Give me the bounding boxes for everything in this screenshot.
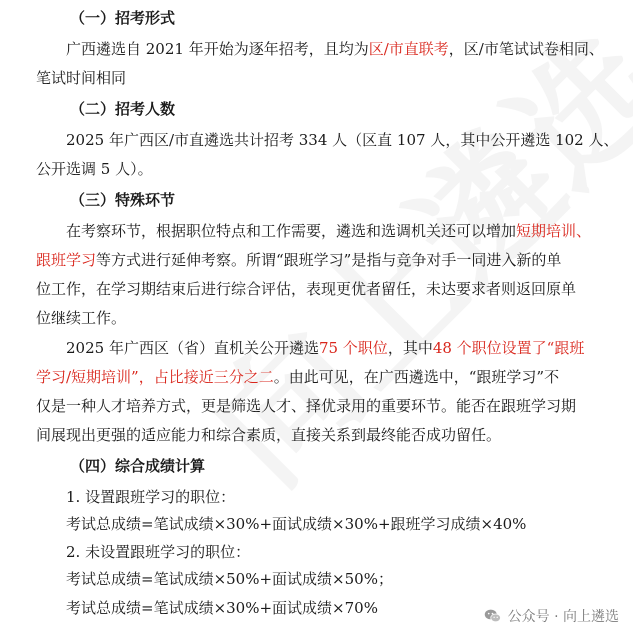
- formula-line: 考试总成绩=笔试成绩×30%+面试成绩×70%: [66, 599, 378, 617]
- section-heading: （二）招考人数: [70, 100, 176, 118]
- paragraph-line: 位继续工作。: [36, 309, 127, 327]
- section-heading: （一）招考形式: [70, 9, 176, 27]
- paragraph-line: 公开选调 5 人）。: [36, 160, 153, 178]
- paragraph-line: 在考察环节，根据职位特点和工作需要，遴选和选调机关还可以增加短期培训、: [66, 222, 592, 240]
- paragraph-line: 笔试时间相同: [36, 69, 127, 87]
- paragraph-line: 学习/短期培训”，占比接近三分之二。由此可见，在广西遴选中，“跟班学习”不: [36, 368, 560, 386]
- paragraph-line: 2025 年广西区（省）直机关公开遴选75 个职位，其中48 个职位设置了“跟班: [66, 339, 585, 357]
- section-heading: （四）综合成绩计算: [70, 457, 206, 475]
- paragraph-line: 位工作，在学习期结束后进行综合评估，表现更优者留任，未达要求者则返回原单: [36, 280, 577, 298]
- list-item: 1. 设置跟班学习的职位：: [66, 488, 236, 506]
- paragraph-line: 间展现出更强的适应能力和综合素质，直接关系到最终能否成功留任。: [36, 426, 502, 444]
- wechat-icon: [484, 607, 502, 625]
- section-heading: （三）特殊环节: [70, 191, 176, 209]
- formula-line: 考试总成绩=笔试成绩×30%+面试成绩×30%+跟班学习成绩×40%: [66, 515, 527, 533]
- paragraph-line: 跟班学习等方式进行延伸考察。所谓“跟班学习”是指与竞争对手一同进入新的单: [36, 251, 562, 269]
- formula-line: 考试总成绩=笔试成绩×50%+面试成绩×50%；: [66, 570, 393, 588]
- paragraph-line: 广西遴选自 2021 年开始为逐年招考，且均为区/市直联考，区/市笔试试卷相同、: [66, 40, 604, 58]
- footer-account: [484, 606, 619, 626]
- list-item: 2. 未设置跟班学习的职位：: [66, 543, 251, 561]
- paragraph-line: 2025 年广西区/市直遴选共计招考 334 人（区直 107 人，其中公开遴选 102 人、: [66, 131, 619, 149]
- paragraph-line: 仅是一种人才培养方式，更是筛选人才、择优录用的重要环节。能否在跟班学习期: [36, 397, 577, 415]
- footer-text: 公众号 · 向上遴选: [507, 609, 619, 625]
